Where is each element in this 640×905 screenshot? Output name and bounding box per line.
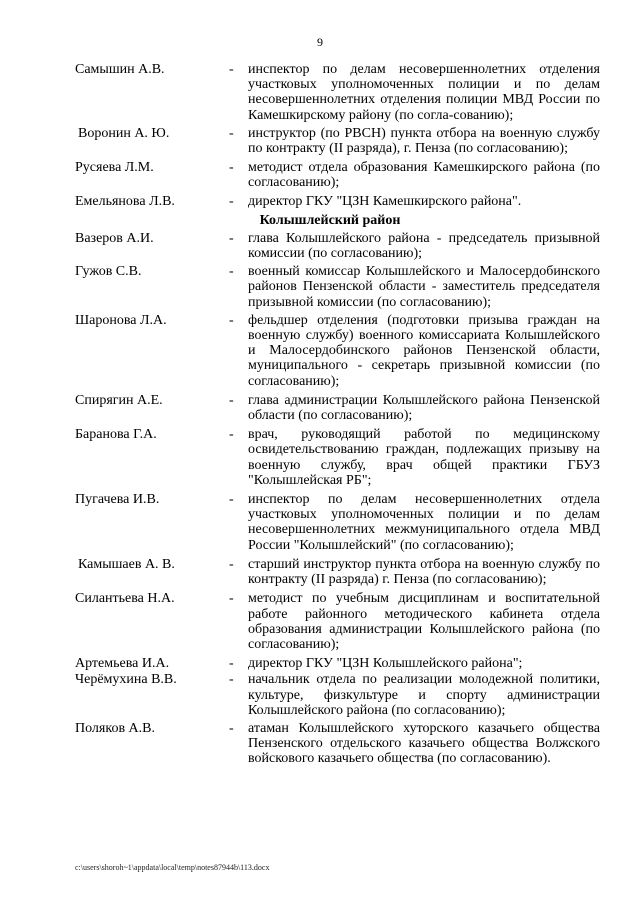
member-name: Вазеров А.И. <box>75 230 154 246</box>
member-name: Самышин А.В. <box>75 62 165 77</box>
dash-separator: - <box>229 720 234 736</box>
member-entry <box>0 393 640 423</box>
member-entry <box>0 62 640 123</box>
member-position: фельдшер отделения (подготовки призыва граждан на военную службу) военного комиссариата Колышлейского и Малосердобинского районов Пензенской области, муниципального - секретарь призывной комиссии (по согласованию); <box>248 312 600 389</box>
member-name: Черёмухина В.В. <box>75 672 177 688</box>
member-entry <box>0 427 640 488</box>
member-name: Шаронова Л.А. <box>75 312 167 328</box>
member-entry <box>0 313 640 389</box>
member-position: начальник отдела по реализации молодежной политики, культуре, физкультуре и спорту администрации Колышлейского района (по согласованию); <box>248 672 600 718</box>
dash-separator: - <box>229 62 234 77</box>
dash-separator: - <box>229 591 234 607</box>
dash-separator: - <box>229 264 234 280</box>
member-name: Артемьева И.А. <box>75 656 170 672</box>
member-position: старший инструктор пункта отбора на военную службу по контракту (II разряда) г. Пенза (по согласованию); <box>248 556 600 588</box>
member-entry <box>0 194 640 209</box>
dash-separator: - <box>229 160 234 176</box>
commission-roster <box>0 62 640 767</box>
dash-separator: - <box>229 556 234 572</box>
member-entry <box>0 264 640 310</box>
member-position: глава Колышлейского района - председатель призывной комиссии (по согласованию); <box>248 230 600 262</box>
member-name: Емельянова Л.В. <box>75 193 175 209</box>
dash-separator: - <box>229 656 234 672</box>
member-name: Поляков А.В. <box>75 720 156 736</box>
member-name: Баранова Г.А. <box>75 427 157 443</box>
dash-separator: - <box>229 230 234 246</box>
member-name: Камышаев А. В. <box>78 556 175 572</box>
dash-separator: - <box>229 392 234 408</box>
member-position: директор ГКУ "ЦЗН Колышлейского района"; <box>248 656 523 672</box>
member-name: Русяева Л.М. <box>75 160 154 176</box>
member-position: врач, руководящий работой по медицинскому освидетельствованию граждан, подлежащих призыву на военную службу, врач общей практики ГБУЗ "Колышлейская РБ"; <box>248 427 600 488</box>
member-position: инструктор (по РВСН) пункта отбора на военную службу по контракту (II разряда), г. Пенза (по согласованию); <box>248 125 600 157</box>
member-position: атаман Колышлейского хуторского казачьего общества Пензенского отдельского казачьего общества Волжского войскового казачьего общества (по согласованию). <box>248 720 600 767</box>
member-position: методист по учебным дисциплинам и воспитательной работе районного методического кабинета отдела образования администрации Колышлейского района (по согласованию); <box>248 591 600 652</box>
page-number: 9 <box>317 35 323 49</box>
dash-separator: - <box>229 672 234 688</box>
member-name: Гужов С.В. <box>75 264 142 280</box>
member-entry <box>0 231 640 261</box>
member-entry <box>0 721 640 767</box>
member-entry <box>0 492 640 553</box>
member-entry <box>0 656 640 671</box>
dash-separator: - <box>229 427 234 443</box>
dash-separator: - <box>229 125 234 141</box>
member-position: глава администрации Колышлейского района Пензенской области (по согласованию); <box>248 392 600 424</box>
dash-separator: - <box>229 193 234 209</box>
dash-separator: - <box>229 492 234 508</box>
member-entry <box>0 126 640 156</box>
member-position: директор ГКУ "ЦЗН Камешкирского района". <box>248 193 522 209</box>
footer-file-path: c:\users\shoroh~1\appdata\local\temp\notes87944b\113.docx <box>75 863 270 872</box>
member-position: военный комиссар Колышлейского и Малосердобинского районов Пензенской области - заместитель председателя призывной комиссии (по согласованию); <box>248 264 600 310</box>
member-position: инспектор по делам несовершеннолетних отделения участковых уполномоченных полиции и по делам несовершеннолетних отделения полиции МВД России по Камешкирскому району (по согла-сованию); <box>248 62 600 123</box>
member-entry <box>0 557 640 587</box>
member-name: Спирягин А.Е. <box>75 392 163 408</box>
member-name: Силантьева Н.А. <box>75 591 175 607</box>
dash-separator: - <box>229 312 234 328</box>
member-entry <box>0 672 640 718</box>
member-name: Пугачева И.В. <box>75 492 160 508</box>
member-position: методист отдела образования Камешкирского района (по согласованию); <box>248 160 600 191</box>
district-heading: Колышлейский район <box>259 212 401 228</box>
member-name: Воронин А. Ю. <box>78 125 170 141</box>
member-entry <box>0 591 640 652</box>
member-entry <box>0 160 640 190</box>
member-position: инспектор по делам несовершеннолетних отдела участковых уполномоченных полиции и по делам несовершеннолетних межмуниципального отдела МВД России "Колышлейский" (по согласованию); <box>248 492 600 553</box>
